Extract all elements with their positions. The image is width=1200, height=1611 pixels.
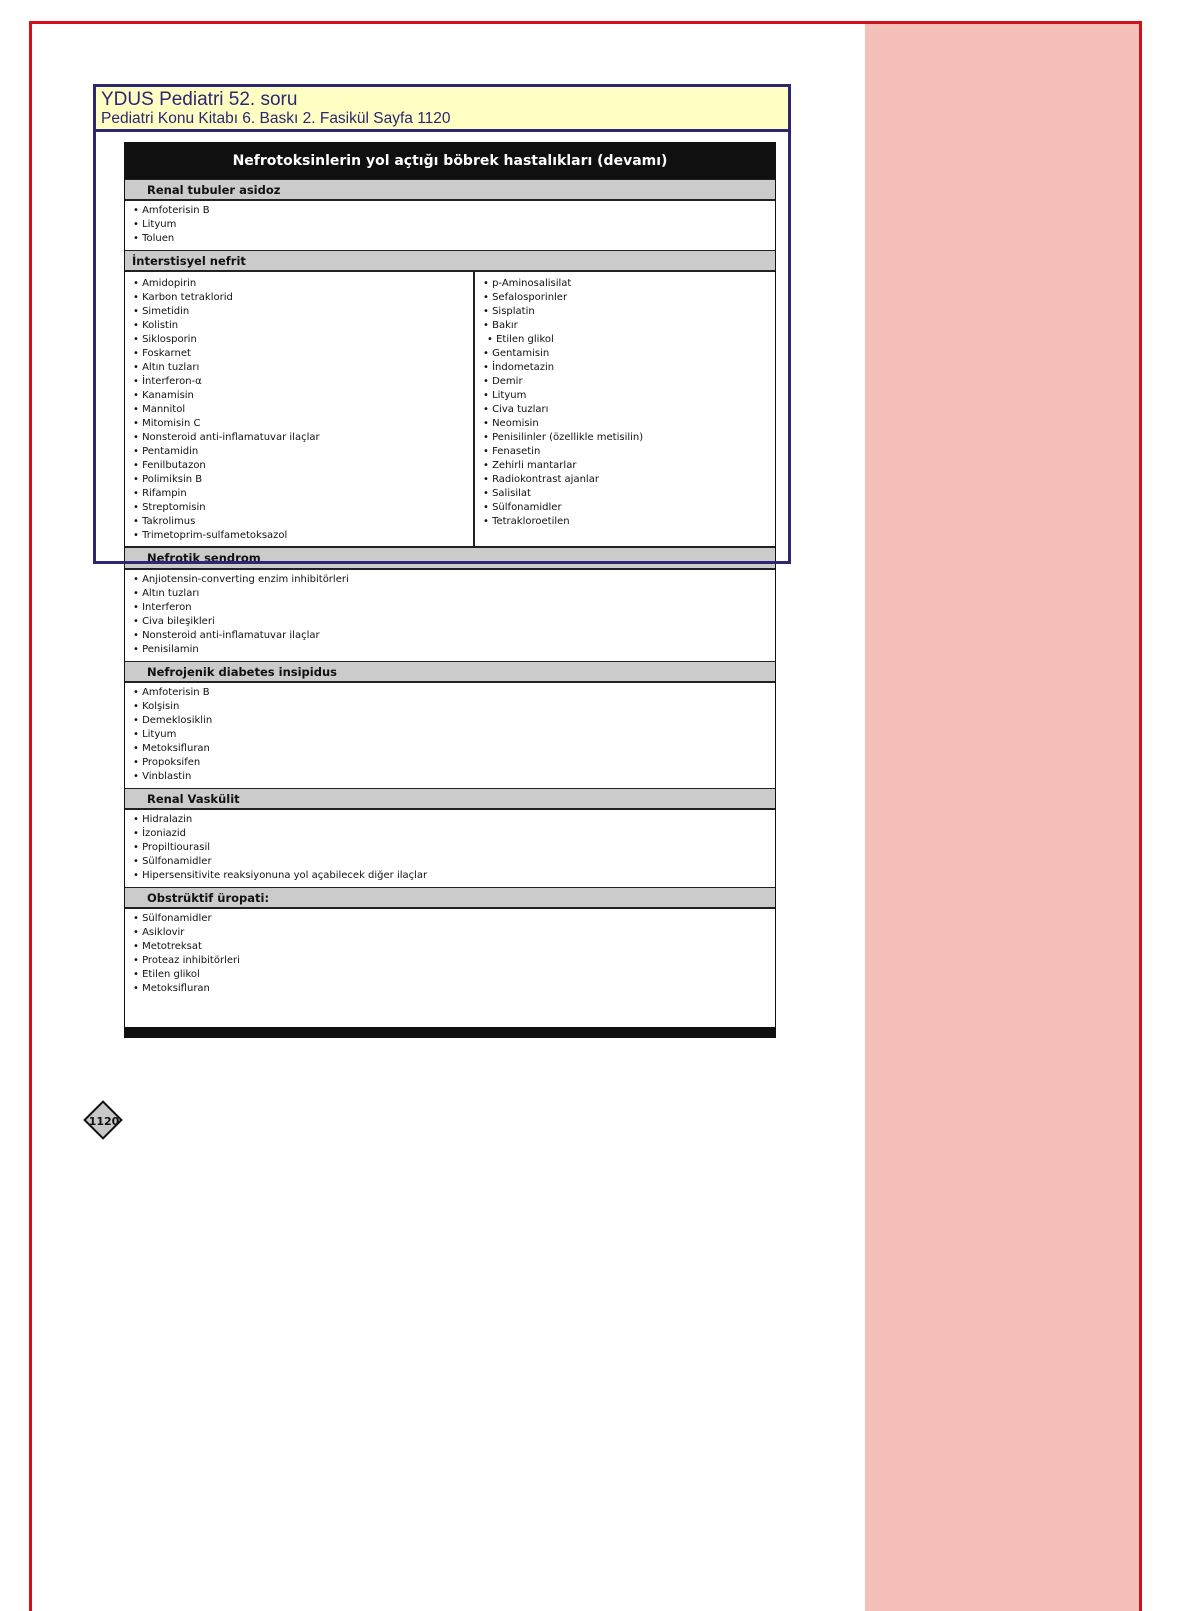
page-margin-strip	[865, 24, 1142, 1611]
list-item: • Gentamisin	[483, 347, 775, 361]
list-item: • Metotreksat	[133, 940, 775, 954]
list-item: • Etilen glikol	[133, 968, 775, 982]
list-item: • Asiklovir	[133, 926, 775, 940]
list-item: • Toluen	[133, 232, 775, 246]
list-item: • Mitomisin C	[133, 417, 473, 431]
list-item: • Anjiotensin-converting enzim inhibitörleri	[133, 573, 775, 587]
list-item: • Fenasetin	[483, 445, 775, 459]
list-item: • Zehirli mantarlar	[483, 459, 775, 473]
section-body-renal-tubuler	[125, 201, 775, 250]
list-item: • Metoksifluran	[133, 742, 775, 756]
interstisyel-right-column	[475, 272, 775, 546]
table-footer-bar	[125, 1027, 775, 1037]
page-frame	[29, 21, 1142, 1611]
section-title-renal-tubuler: Renal tubuler asidoz	[125, 179, 775, 201]
interstisyel-left-column	[125, 272, 475, 546]
list-item: • Sülfonamidler	[483, 501, 775, 515]
list-item: • Siklosporin	[133, 333, 473, 347]
list-item: • Polimiksin B	[133, 473, 473, 487]
list-item: • Altın tuzları	[133, 587, 775, 601]
list-item: • Demeklosiklin	[133, 714, 775, 728]
list-item: • Mannitol	[133, 403, 473, 417]
list-item: • p-Aminosalisilat	[483, 277, 775, 291]
section-body-obstruktif	[125, 909, 775, 998]
question-reference	[96, 87, 788, 132]
list-item: • Fenilbutazon	[133, 459, 473, 473]
list-item: • Nonsteroid anti-inflamatuvar ilaçlar	[133, 431, 473, 445]
list-item: • Neomisin	[483, 417, 775, 431]
list-item: • Salisilat	[483, 487, 775, 501]
list-item: • Proteaz inhibitörleri	[133, 954, 775, 968]
list-item: • Radiokontrast ajanlar	[483, 473, 775, 487]
section-title-nefrotik: Nefrotik sendrom	[125, 548, 775, 570]
list-item: • Propoksifen	[133, 756, 775, 770]
question-title: YDUS Pediatri 52. soru	[101, 89, 298, 110]
question-source: Pediatri Konu Kitabı 6. Baskı 2. Fasikül Sayfa 1120	[101, 110, 451, 127]
list-item: • Vinblastin	[133, 770, 775, 784]
list-item: • İzoniazid	[133, 827, 775, 841]
list-item: • Streptomisin	[133, 501, 473, 515]
list-item: • Interferon	[133, 601, 775, 615]
list-item: • Civa tuzları	[483, 403, 775, 417]
list-item: • Nonsteroid anti-inflamatuvar ilaçlar	[133, 629, 775, 643]
list-item: • Pentamidin	[133, 445, 473, 459]
list-item: • Metoksifluran	[133, 982, 775, 996]
list-item: • Altın tuzları	[133, 361, 473, 375]
list-item: • İnterferon-α	[133, 375, 473, 389]
list-item: • Lityum	[483, 389, 775, 403]
list-item: • Amidopirin	[133, 277, 473, 291]
section-body-vaskulit	[125, 810, 775, 887]
list-item: • Hidralazin	[133, 813, 775, 827]
list-item: • Simetidin	[133, 305, 473, 319]
list-item: • Bakır	[483, 319, 775, 333]
list-item: • Takrolimus	[133, 515, 473, 529]
list-item: • Civa bileşikleri	[133, 615, 775, 629]
section-title-nefrojenik: Nefrojenik diabetes insipidus	[125, 661, 775, 683]
section-title-vaskulit: Renal Vaskülit	[125, 788, 775, 810]
list-item: • Penisilinler (özellikle metisilin)	[483, 431, 775, 445]
list-item: • Amfoterisin B	[133, 686, 775, 700]
list-item: • Amfoterisin B	[133, 204, 775, 218]
page-number: 1120	[88, 1114, 120, 1128]
list-item: • Etilen glikol	[483, 333, 775, 347]
list-item: • Kolistin	[133, 319, 473, 333]
list-item: • İndometazin	[483, 361, 775, 375]
list-item: • Lityum	[133, 728, 775, 742]
list-item: • Foskarnet	[133, 347, 473, 361]
list-item: • Kolşisin	[133, 700, 775, 714]
list-item: • Sefalosporinler	[483, 291, 775, 305]
table-title: Nefrotoksinlerin yol açtığı böbrek hastalıkları (devamı)	[125, 143, 775, 179]
list-item: • Penisilamin	[133, 643, 775, 657]
list-item: • Lityum	[133, 218, 775, 232]
section-body-interstisyel	[125, 272, 775, 548]
page-number-badge	[82, 1099, 126, 1143]
list-item: • Sülfonamidler	[133, 855, 775, 869]
list-item: • Propiltiourasil	[133, 841, 775, 855]
section-body-nefrotik	[125, 570, 775, 661]
list-item: • Sülfonamidler	[133, 912, 775, 926]
list-item: • Sisplatin	[483, 305, 775, 319]
section-body-nefrojenik	[125, 683, 775, 788]
nephrotoxin-table	[124, 142, 776, 1038]
list-item: • Hipersensitivite reaksiyonuna yol açabilecek diğer ilaçlar	[133, 869, 775, 883]
list-item: • Kanamisin	[133, 389, 473, 403]
list-item: • Karbon tetraklorid	[133, 291, 473, 305]
list-item: • Trimetoprim-sulfametoksazol	[133, 529, 473, 543]
list-item: • Demir	[483, 375, 775, 389]
section-title-obstruktif: Obstrüktif üropati:	[125, 887, 775, 909]
list-item: • Rifampin	[133, 487, 473, 501]
section-title-interstisyel: İnterstisyel nefrit	[125, 250, 775, 272]
list-item: • Tetrakloroetilen	[483, 515, 775, 529]
